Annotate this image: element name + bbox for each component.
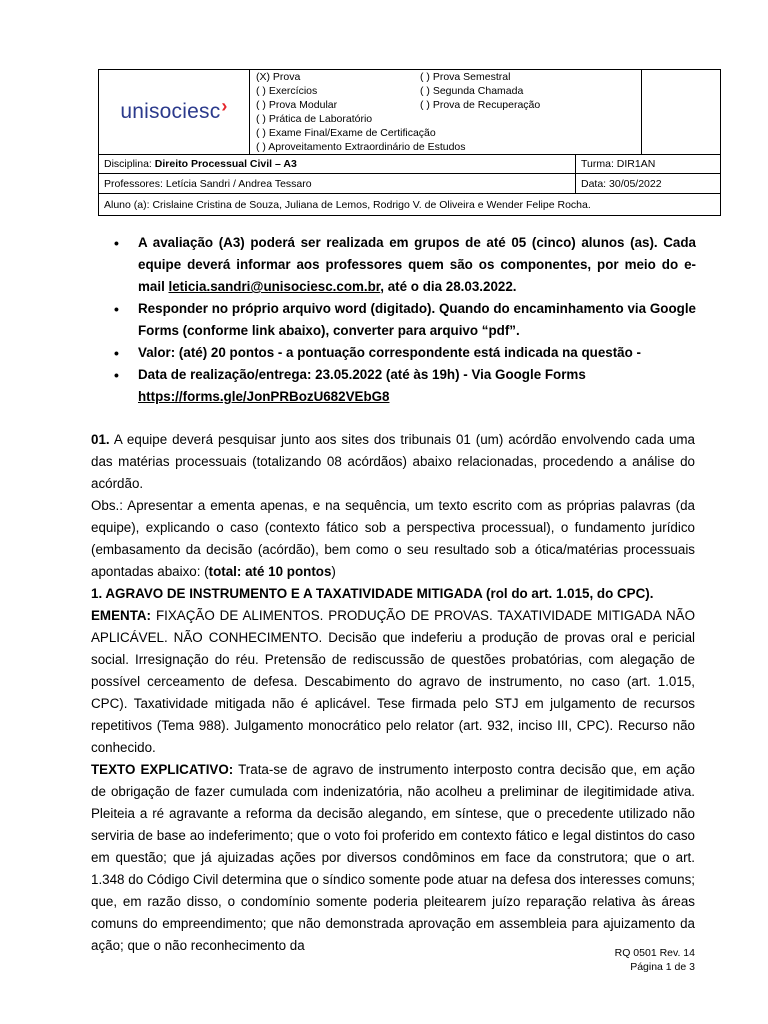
option-aproveitamento: ( ) Aproveitamento Extraordinário de Estudos xyxy=(256,141,466,153)
instruction-item: • Data de realização/entrega: 23.05.2022 (até às 19h) - Via Google Forms https://forms.gle/JonPRBozU682VEbG8 xyxy=(114,364,696,408)
unisociesc-logo: unisociesc› xyxy=(120,96,228,123)
option-exame-final: ( ) Exame Final/Exame de Certificação xyxy=(256,127,436,139)
option-prova-semestral: ( ) Prova Semestral xyxy=(420,71,511,83)
option-row xyxy=(256,126,641,140)
section-1 xyxy=(91,583,695,957)
question-number: 01. xyxy=(91,432,110,447)
revision-code: RQ 0501 Rev. 14 xyxy=(614,947,695,959)
option-prova: (X) Prova xyxy=(256,71,301,83)
instruction-item: • Valor: (até) 20 pontos - a pontuação correspondente está indicada na questão - xyxy=(114,342,696,364)
aluno-cell: Aluno (a): Crislaine Cristina de Souza, Juliana de Lemos, Rodrigo V. de Oliveira e Wender Felipe Rocha. xyxy=(99,194,721,216)
question-01 xyxy=(91,429,695,583)
ementa-label: EMENTA: xyxy=(91,608,152,623)
question-01-text: 01. A equipe deverá pesquisar junto aos sites dos tribunais 01 (um) acórdão envolvendo cada uma das matérias processuais (totalizando 08 acórdãos) abaixo relacionadas, procedendo a análise do acórdão. xyxy=(91,432,695,491)
texto-explicativo-paragraph: TEXTO EXPLICATIVO: Trata-se de agravo de instrumento interposto contra decisão que, em ação de obrigação de fazer cumulada com indenizatória, não acolheu a preliminar de ilegitimidade ativa. Pleiteia a ré agravante a reforma da decisão alegando, em síntese, que o precedente utilizado não serviria de base ao indeferimento; que o voto foi proferido em contexto fático e legal distintos do caso em questão; que já ajuizadas ações por diversos condôminos em face da construtora; que o art. 1.348 do Código Civil determina que o síndico somente pode atuar na defesa dos interesses comuns; que, em razão disso, o condomínio somente poderia pleitearem juízo reparação relativa às áreas comuns do empreendimento; que não demonstrada aprovação em assembleia para ajuizamento da ação; que o não reconhecimento da xyxy=(91,762,695,953)
google-forms-link[interactable]: https://forms.gle/JonPRBozU682VEbG8 xyxy=(138,389,390,404)
option-prova-recuperacao: ( ) Prova de Recuperação xyxy=(420,99,541,111)
page-number: Página 1 de 3 xyxy=(630,961,695,973)
texto-explicativo-label: TEXTO EXPLICATIVO: xyxy=(91,762,234,777)
logo-cell xyxy=(99,70,250,155)
option-row xyxy=(256,84,641,98)
question-01-obs: Obs.: Apresentar a ementa apenas, e na sequência, um texto escrito com as próprias palavras (da equipe), explicando o caso (contexto fático sob a perspectiva processual), o fundamento jurídico (embasamento da decisão (acórdão), bem como o seu resultado sob a ótica/matérias processuais apontadas abaixo: (total: até 10 pontos) xyxy=(91,498,695,579)
assessment-type-options xyxy=(250,70,642,155)
header-table xyxy=(98,69,721,216)
option-row xyxy=(256,98,641,112)
email-link[interactable]: leticia.sandri@unisociesc.com.br xyxy=(168,279,381,294)
page-footer xyxy=(615,946,695,974)
disciplina-cell xyxy=(99,155,576,174)
option-row xyxy=(256,140,641,154)
professores-cell: Professores: Letícia Sandri / Andrea Tessaro xyxy=(99,174,576,194)
data-cell: Data: 30/05/2022 xyxy=(576,174,721,194)
option-row xyxy=(256,70,641,84)
option-row xyxy=(256,112,641,126)
option-prova-modular: ( ) Prova Modular xyxy=(256,99,338,111)
ementa-paragraph: EMENTA: FIXAÇÃO DE ALIMENTOS. PRODUÇÃO DE PROVAS. TAXATIVIDADE MITIGADA NÃO APLICÁVEL. NÃO CONHECIMENTO. Decisão que indeferiu a produção de provas oral e pericial social. Irresignação do réu. Pretensão de rediscussão de questões probatórias, com alegação de possível cerceamento de defesa. Descabimento do agravo de instrumento, no caso (art. 1.015, CPC). Taxatividade mitigada não é aplicável. Tese firmada pelo STJ em julgamento de recursos repetitivos (Tema 988). Julgamento monocrático pelo relator (art. 932, inciso III, CPC). Recurso não conhecido. xyxy=(91,608,695,755)
chevron-logo-icon: › xyxy=(221,96,228,116)
option-segunda-chamada: ( ) Segunda Chamada xyxy=(420,85,524,97)
option-exercicios: ( ) Exercícios xyxy=(256,85,318,97)
instruction-item: • A avaliação (A3) poderá ser realizada em grupos de até 05 (cinco) alunos (as). Cada equipe deverá informar aos professores quem são os componentes, por meio do e-mail leticia.sandri@unisociesc.com.br, até o dia 28.03.2022. xyxy=(114,232,696,298)
turma-cell: Turma: DIR1AN xyxy=(576,155,721,174)
option-pratica-laboratorio: ( ) Prática de Laboratório xyxy=(256,113,373,125)
disciplina-value: Direito Processual Civil – A3 xyxy=(154,158,297,170)
section-1-title: 1. AGRAVO DE INSTRUMENTO E A TAXATIVIDADE MITIGADA (rol do art. 1.015, do CPC). xyxy=(91,586,654,601)
disciplina-label: Disciplina: xyxy=(104,158,152,170)
instructions-list xyxy=(114,232,696,408)
instruction-item: • Responder no próprio arquivo word (digitado). Quando do encaminhamento via Google Forms (conforme link abaixo), converter para arquivo “pdf”. xyxy=(114,298,696,342)
empty-cell xyxy=(642,70,721,155)
